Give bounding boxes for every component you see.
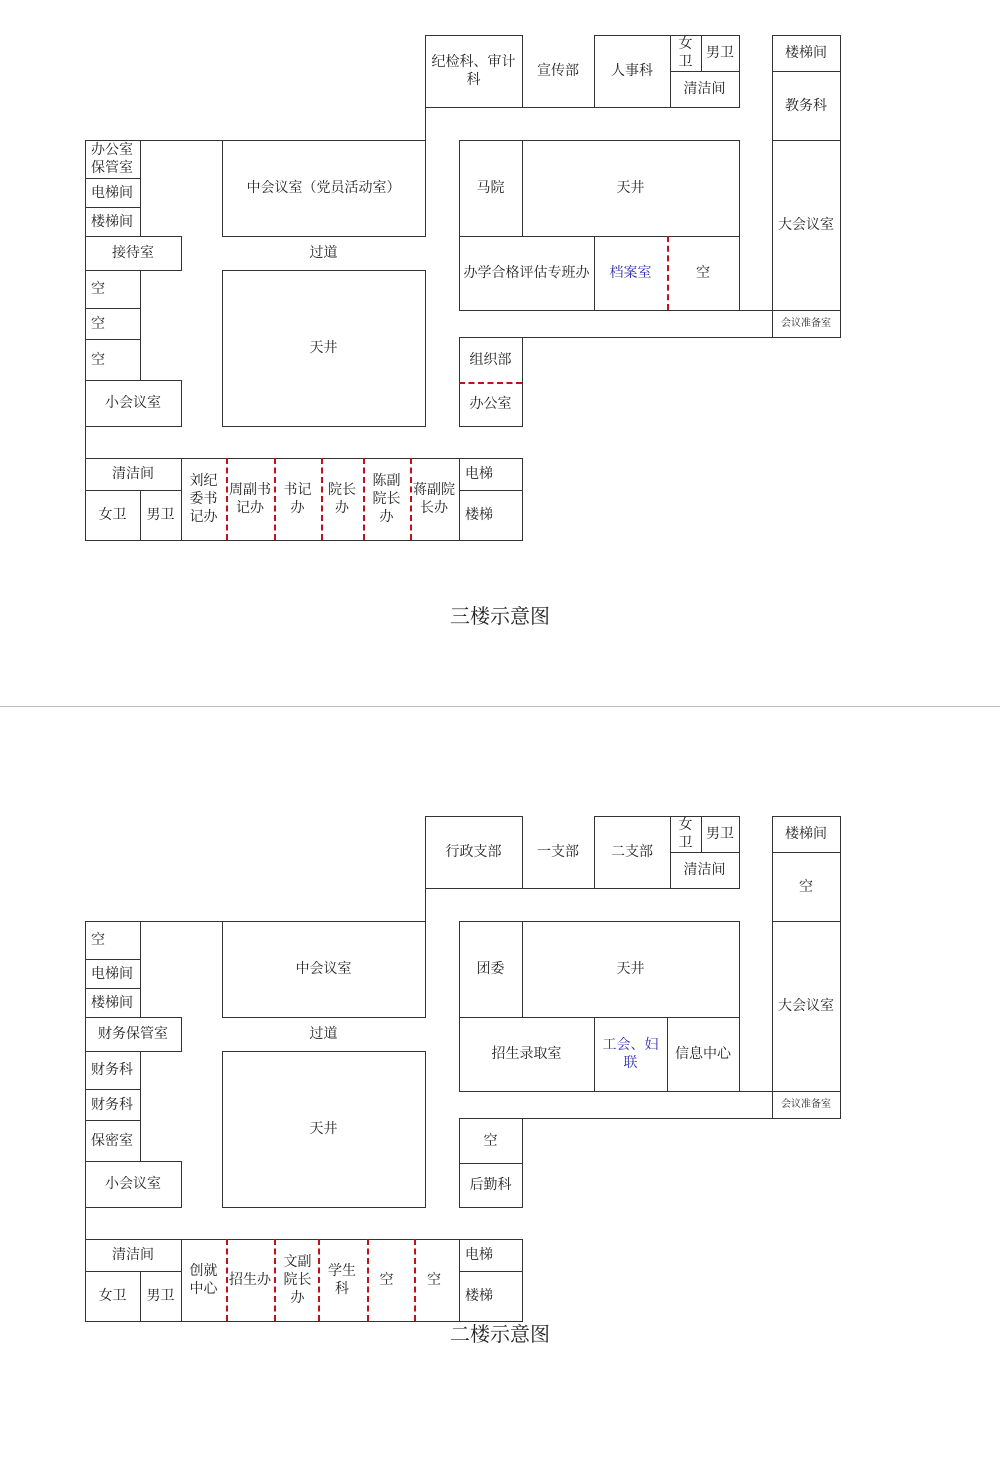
floor3-wall-v bbox=[459, 140, 460, 311]
floor2-wall-h bbox=[85, 1089, 141, 1090]
floor3-room-b-dianti: 电梯 bbox=[465, 466, 493, 482]
floor2-room-zuzhi: 空 bbox=[483, 1132, 498, 1149]
floor2-wall-v bbox=[670, 816, 671, 889]
floor3-room-top-nv: 女卫 bbox=[678, 36, 693, 70]
floor3-wall-v bbox=[425, 270, 426, 427]
floor3-wall-v bbox=[425, 140, 426, 237]
floor3-wall-v bbox=[181, 380, 182, 427]
floor2-wall-v bbox=[140, 1271, 141, 1322]
floor2-wall-v bbox=[222, 921, 223, 1018]
floor2-room-zhonghui: 中会议室 bbox=[295, 961, 352, 977]
floor2-wall-h bbox=[425, 888, 740, 889]
floor3-partition-dashed bbox=[410, 458, 412, 540]
floor3-wall-v bbox=[522, 337, 523, 427]
floor2-partition-dashed bbox=[226, 1239, 228, 1321]
floor3-wall-h bbox=[222, 426, 426, 427]
floor3-wall-h bbox=[85, 270, 182, 271]
floor2-wall-h bbox=[85, 1207, 182, 1208]
floor3-wall-h bbox=[594, 35, 671, 36]
floor2-room-b-liu: 创就中心 bbox=[189, 1263, 218, 1297]
floor2-wall-v bbox=[739, 921, 740, 1092]
floor3-plan bbox=[0, 0, 1000, 700]
floor2-wall-h bbox=[459, 921, 740, 922]
floor2-wall-v bbox=[459, 1239, 460, 1322]
floor3-room-top-qingjie: 清洁间 bbox=[683, 81, 726, 97]
floor3-room-zuzhi: 组织部 bbox=[469, 351, 512, 368]
floor2-wall-h bbox=[222, 1051, 426, 1052]
floor3-wall-h bbox=[425, 35, 523, 36]
floor2-wall-h bbox=[85, 959, 141, 960]
floor3-room-r-louti: 楼梯间 bbox=[785, 45, 827, 61]
floor2-wall-h bbox=[222, 1207, 426, 1208]
floor3-wall-v bbox=[772, 35, 773, 338]
floor2-room-top-qingjie: 清洁间 bbox=[683, 862, 726, 878]
floor3-room-top-xuanchuan: 宣传部 bbox=[537, 63, 579, 79]
floor2-wall-h bbox=[459, 1017, 740, 1018]
floor2-wall-h bbox=[772, 852, 841, 853]
floor2-wall-v bbox=[181, 1017, 182, 1052]
page-separator bbox=[0, 706, 1000, 707]
floor2-partition-dashed bbox=[367, 1239, 369, 1321]
floor2-wall-v bbox=[701, 816, 702, 853]
floor2-room-b-qingjie: 清洁间 bbox=[112, 1247, 154, 1263]
floor2-room-b-dianti: 电梯 bbox=[465, 1247, 493, 1263]
floor2-room-top-nan: 男卫 bbox=[706, 826, 734, 842]
floor2-wall-v bbox=[425, 1051, 426, 1208]
floor3-wall-v bbox=[459, 458, 460, 541]
floor2-room-l-xiaohui: 小会议室 bbox=[105, 1176, 161, 1192]
floor3-wall-h bbox=[459, 236, 740, 237]
floor3-wall-h bbox=[459, 310, 773, 311]
floor2-wall-h bbox=[222, 1017, 426, 1018]
floor2-wall-v bbox=[522, 1118, 523, 1208]
floor2-plan bbox=[0, 781, 1000, 1481]
floor3-room-r-jiaowu: 教务科 bbox=[785, 97, 827, 114]
floor2-wall-v bbox=[140, 1051, 141, 1162]
floor3-wall-h bbox=[772, 71, 841, 72]
floor3-wall-v bbox=[522, 458, 523, 541]
floor2-room-b-nan: 男卫 bbox=[146, 1288, 175, 1304]
floor2-wall-h bbox=[85, 1271, 182, 1272]
floor2-wall-v bbox=[522, 921, 523, 1018]
floor3-room-l-jiedai: 接待室 bbox=[112, 245, 154, 261]
floor2-wall-h bbox=[459, 1207, 523, 1208]
floor2-wall-v bbox=[522, 1239, 523, 1322]
floor3-wall-h bbox=[459, 140, 740, 141]
floor3-wall-h bbox=[222, 236, 426, 237]
floor2-room-b-louti: 楼梯 bbox=[465, 1288, 493, 1304]
floor2-wall-v bbox=[181, 1239, 182, 1322]
floor3-room-zhonghui: 中会议室（党员活动室） bbox=[246, 180, 401, 196]
floor3-wall-v bbox=[181, 236, 182, 271]
floor2-room-l-kong1: 财务科 bbox=[91, 1062, 133, 1078]
floor2-partition-dashed bbox=[414, 1239, 416, 1321]
floor3-partition-dashed bbox=[363, 458, 365, 540]
floor3-wall-v bbox=[85, 140, 86, 541]
floor2-wall-v bbox=[459, 921, 460, 1092]
floor3-room-b-shuji: 书记办 bbox=[283, 482, 312, 516]
floor3-wall-v bbox=[594, 236, 595, 311]
floor2-wall-h bbox=[670, 816, 740, 817]
floor2-room-b-zhou: 招生办 bbox=[229, 1272, 271, 1288]
floor2-room-bangongshi: 后勤科 bbox=[469, 1177, 512, 1193]
floor3-room-b-jiang: 蒋副院长办 bbox=[413, 482, 455, 516]
floor3-partition-dashed bbox=[321, 458, 323, 540]
floor3-wall-v bbox=[140, 140, 141, 237]
floor2-room-l-kong3: 保密室 bbox=[91, 1132, 133, 1149]
floor3-room-l-louti: 楼梯间 bbox=[91, 213, 133, 230]
floor3-room-guodao: 过道 bbox=[309, 245, 338, 261]
floor3-wall-h bbox=[85, 140, 223, 141]
floor3-wall-h bbox=[772, 140, 841, 141]
floor3-wall-h bbox=[670, 35, 740, 36]
floor2-room-b-chen: 空 bbox=[379, 1272, 394, 1288]
floor2-room-top-nv: 女卫 bbox=[678, 817, 693, 851]
floor3-wall-v bbox=[425, 35, 426, 141]
floor2-wall-v bbox=[739, 816, 740, 889]
floor2-room-l-kong2: 财务科 bbox=[91, 1096, 133, 1113]
floor3-wall-h bbox=[670, 71, 740, 72]
floor3-wall-h bbox=[459, 490, 523, 491]
floor3-wall-v bbox=[222, 140, 223, 237]
floor3-wall-h bbox=[85, 207, 141, 208]
floor3-room-r-dahui: 大会议室 bbox=[778, 217, 834, 233]
floor3-room-top-renshi: 人事科 bbox=[611, 63, 653, 79]
floor3-room-banxue: 办学合格评估专班办 bbox=[463, 265, 590, 281]
floor3-wall-v bbox=[670, 35, 671, 108]
floor2-wall-h bbox=[772, 921, 841, 922]
floor3-wall-h bbox=[459, 426, 523, 427]
floor2-wall-h bbox=[425, 816, 523, 817]
floor3-room-tianjing-main: 天井 bbox=[309, 340, 338, 356]
floor3-wall-h bbox=[85, 426, 182, 427]
floor3-wall-v bbox=[522, 140, 523, 237]
floor3-wall-h bbox=[85, 540, 523, 541]
floor2-room-b-nv: 女卫 bbox=[98, 1288, 127, 1304]
floor2-room-b-yuanzhang: 学生科 bbox=[328, 1263, 356, 1297]
floor3-wall-v bbox=[840, 35, 841, 338]
floor2-wall-h bbox=[772, 816, 841, 817]
floor3-wall-v bbox=[739, 35, 740, 108]
floor3-wall-h bbox=[85, 458, 523, 459]
floor2-wall-v bbox=[222, 1051, 223, 1208]
floor3-room-b-nv: 女卫 bbox=[98, 507, 127, 523]
floor2-wall-h bbox=[85, 1120, 141, 1121]
floor3-wall-h bbox=[85, 339, 141, 340]
floor3-wall-h bbox=[425, 107, 740, 108]
floor2-wall-h bbox=[222, 921, 426, 922]
floor3-room-b-zhou: 周副书记办 bbox=[229, 482, 271, 516]
floor2-room-r-huiyizb: 会议准备室 bbox=[781, 1098, 831, 1110]
floor3-wall-v bbox=[739, 140, 740, 311]
floor2-room-l-louti: 楼梯间 bbox=[91, 994, 133, 1011]
floor2-room-guodao: 过道 bbox=[309, 1026, 338, 1042]
floor2-room-banxue: 招生录取室 bbox=[491, 1046, 562, 1062]
floor3-wall-h bbox=[772, 310, 841, 311]
floor2-room-tianjing-right: 天井 bbox=[616, 961, 645, 977]
floor2-wall-v bbox=[181, 1161, 182, 1208]
floor2-wall-h bbox=[85, 921, 223, 922]
floor2-wall-h bbox=[85, 1051, 182, 1052]
floor3-room-tianjing-right: 天井 bbox=[616, 180, 645, 196]
floor2-wall-h bbox=[459, 1091, 773, 1092]
floor2-wall-h bbox=[85, 1017, 182, 1018]
floor3-room-b-chen: 陈副院长办 bbox=[372, 473, 401, 525]
floor3-wall-v bbox=[181, 458, 182, 541]
floor2-room-tianjing-main: 天井 bbox=[309, 1121, 338, 1137]
floor3-wall-h bbox=[222, 270, 426, 271]
floor3-room-b-yuanzhang: 院长办 bbox=[328, 482, 356, 516]
floor3-wall-h bbox=[222, 140, 426, 141]
floor2-room-top-xuanchuan: 一支部 bbox=[537, 844, 579, 860]
floor2-room-top-jijian: 行政支部 bbox=[445, 844, 502, 860]
floor2-wall-v bbox=[425, 816, 426, 922]
floor3-room-l-kong1: 空 bbox=[91, 281, 105, 297]
floor3-wall-h bbox=[85, 380, 182, 381]
floor2-wall-v bbox=[459, 1118, 460, 1208]
floor3-wall-h bbox=[772, 35, 841, 36]
floor3-partition-dashed bbox=[459, 382, 522, 384]
floor3-wall-v bbox=[140, 270, 141, 381]
floor3-wall-v bbox=[222, 270, 223, 427]
floor3-partition-dashed bbox=[667, 236, 669, 310]
floor3-room-b-qingjie: 清洁间 bbox=[112, 466, 154, 482]
floor2-wall-h bbox=[85, 1239, 523, 1240]
floor2-room-b-shuji: 文副院长办 bbox=[283, 1254, 312, 1306]
floor2-wall-v bbox=[840, 816, 841, 1119]
floor2-room-r-louti: 楼梯间 bbox=[785, 826, 827, 842]
floor2-wall-h bbox=[772, 1091, 841, 1092]
floor3-room-b-nan: 男卫 bbox=[146, 507, 175, 523]
floor2-wall-h bbox=[670, 852, 740, 853]
floor2-partition-dashed bbox=[274, 1239, 276, 1321]
floor2-partition-dashed bbox=[318, 1239, 320, 1321]
floor3-wall-v bbox=[594, 35, 595, 108]
floor2-room-r-jiaowu: 空 bbox=[799, 878, 813, 895]
floor3-room-l-kong3: 空 bbox=[91, 351, 105, 368]
floor2-room-l-dianti: 电梯间 bbox=[91, 965, 133, 982]
floor3-room-mayuan: 马院 bbox=[476, 180, 505, 196]
floor3-wall-v bbox=[701, 35, 702, 72]
floor3-partition-dashed bbox=[274, 458, 276, 540]
floor3-caption: 三楼示意图 bbox=[450, 604, 550, 628]
floor3-room-l-kong2: 空 bbox=[91, 315, 105, 332]
floor3-room-b-liu: 刘纪委书记办 bbox=[189, 473, 218, 525]
floor2-wall-v bbox=[425, 921, 426, 1018]
floor2-room-dangan: 工会、妇联 bbox=[602, 1037, 659, 1071]
floor2-wall-v bbox=[522, 816, 523, 889]
floor2-wall-v bbox=[85, 921, 86, 1322]
floor3-room-l-dianti: 电梯间 bbox=[91, 184, 133, 201]
floor2-wall-v bbox=[594, 816, 595, 889]
floor2-wall-h bbox=[459, 1118, 841, 1119]
floor2-room-kong-right: 信息中心 bbox=[675, 1046, 731, 1062]
floor3-room-top-nan: 男卫 bbox=[706, 45, 734, 61]
floor3-wall-v bbox=[140, 490, 141, 541]
floor2-wall-h bbox=[85, 988, 141, 989]
floor3-wall-h bbox=[85, 308, 141, 309]
floor2-wall-h bbox=[85, 1161, 182, 1162]
floor2-wall-v bbox=[140, 921, 141, 1018]
floor2-wall-h bbox=[459, 1271, 523, 1272]
floor3-wall-v bbox=[522, 35, 523, 108]
floor3-room-kong-right: 空 bbox=[696, 265, 710, 281]
floor3-wall-h bbox=[85, 490, 182, 491]
floor2-wall-h bbox=[594, 816, 671, 817]
floor3-room-l-bangong: 办公室 保管室 bbox=[91, 142, 133, 176]
floor3-wall-h bbox=[85, 178, 141, 179]
floor3-room-l-xiaohui: 小会议室 bbox=[105, 395, 161, 411]
floor3-partition-dashed bbox=[226, 458, 228, 540]
floor2-wall-v bbox=[594, 1017, 595, 1092]
floor3-room-top-jijian: 纪检科、审计科 bbox=[431, 54, 516, 88]
floor3-room-r-huiyizb: 会议准备室 bbox=[781, 317, 831, 329]
floor2-wall-h bbox=[459, 1163, 523, 1164]
floor3-wall-h bbox=[85, 236, 182, 237]
floor2-room-mayuan: 团委 bbox=[476, 961, 505, 977]
floor3-wall-h bbox=[459, 337, 841, 338]
floor3-room-dangan: 档案室 bbox=[609, 265, 652, 281]
floor3-room-bangongshi: 办公室 bbox=[469, 396, 512, 412]
floor2-wall-v bbox=[772, 816, 773, 1119]
floor2-room-l-jiedai: 财务保管室 bbox=[98, 1026, 168, 1042]
floor2-room-b-jiang: 空 bbox=[427, 1272, 441, 1288]
floor3-room-b-louti: 楼梯 bbox=[465, 507, 493, 523]
floor2-room-top-renshi: 二支部 bbox=[611, 844, 653, 860]
floor2-wall-v bbox=[667, 1017, 668, 1092]
floor2-room-l-bangong: 空 bbox=[91, 932, 105, 948]
floor2-room-r-dahui: 大会议室 bbox=[778, 998, 834, 1014]
floor2-caption: 二楼示意图 bbox=[450, 1322, 550, 1346]
